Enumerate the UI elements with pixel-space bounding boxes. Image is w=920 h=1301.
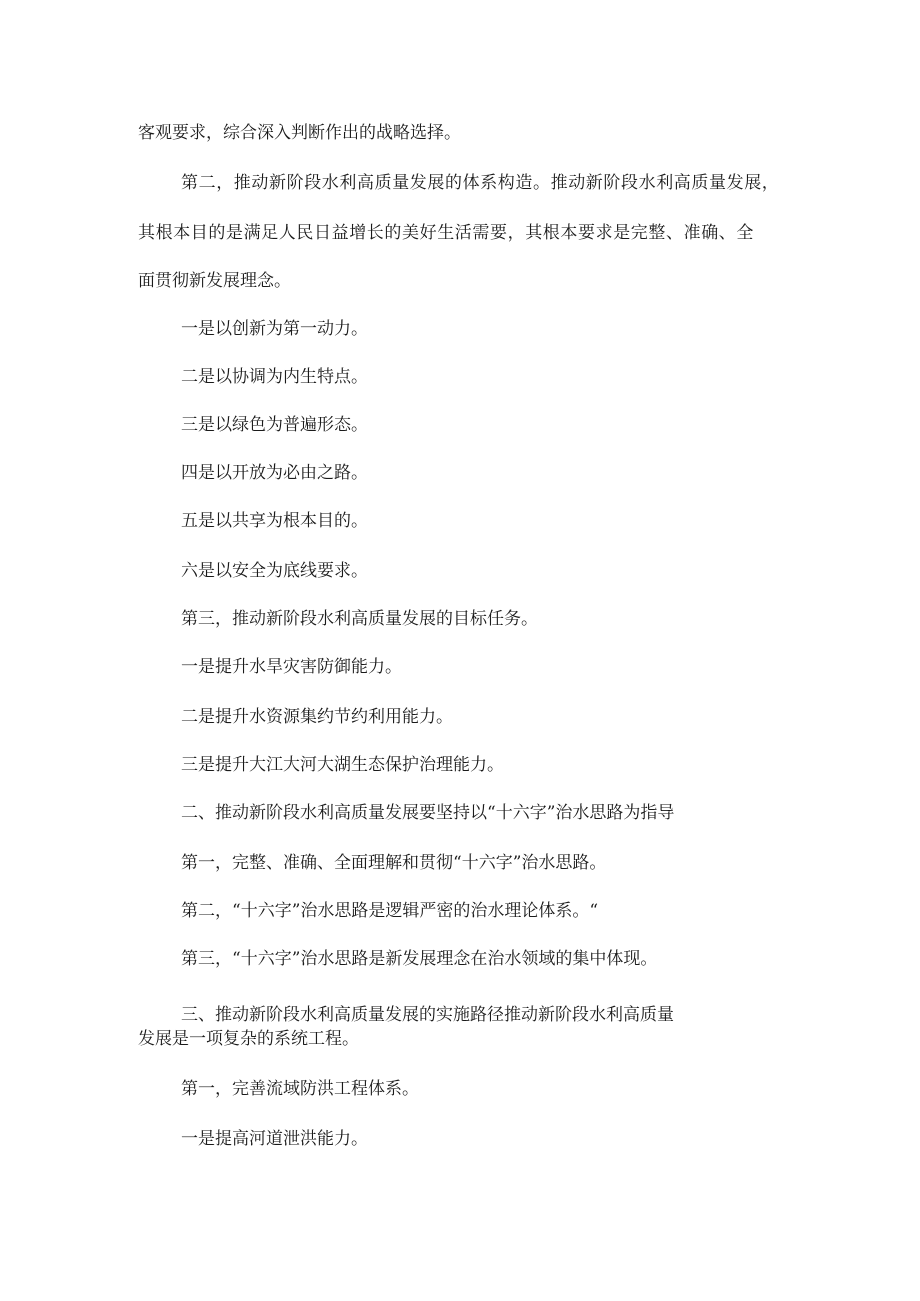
text-line: 二、推动新阶段水利高质量发展要坚持以“十六字”治水思路为指导 <box>181 803 675 823</box>
text-line: 一是提升水旱灾害防御能力。 <box>181 657 402 677</box>
text-line: 面贯彻新发展理念。 <box>138 271 291 291</box>
text-line: 四是以开放为必由之路。 <box>181 463 368 483</box>
text-line: 客观要求，综合深入判断作出的战略选择。 <box>138 123 461 143</box>
text-line: 第二，“十六字”治水思路是逻辑严密的治水理论体系。“ <box>181 901 599 921</box>
text-line: 其根本目的是满足人民日益增长的美好生活需要，其根本要求是完整、准确、全 <box>138 223 754 243</box>
text-line: 一是以创新为第一动力。 <box>181 319 368 339</box>
text-line: 三是以绿色为普遍形态。 <box>181 415 368 435</box>
text-line: 二是以协调为内生特点。 <box>181 367 368 387</box>
text-line: 第三，推动新阶段水利高质量发展的目标任务。 <box>181 609 538 629</box>
text-line: 发展是一项复杂的系统工程。 <box>138 1029 359 1049</box>
text-line: 二是提升水资源集约节约利用能力。 <box>181 707 453 727</box>
text-line: 第一，完善流域防洪工程体系。 <box>181 1079 419 1099</box>
text-line: 三、推动新阶段水利高质量发展的实施路径推动新阶段水利高质量 <box>181 1005 674 1025</box>
text-line: 三是提升大江大河大湖生态保护治理能力。 <box>181 755 504 775</box>
text-line: 第二，推动新阶段水利高质量发展的体系构造。推动新阶段水利高质量发展， <box>181 173 780 193</box>
text-line: 第一，完整、准确、全面理解和贯彻“十六字”治水思路。 <box>181 853 607 873</box>
text-line: 五是以共享为根本目的。 <box>181 511 368 531</box>
text-line: 一是提高河道泄洪能力。 <box>181 1129 368 1149</box>
text-line: 第三，“十六字”治水思路是新发展理念在治水领域的集中体现。 <box>181 949 658 969</box>
text-line: 六是以安全为底线要求。 <box>181 561 368 581</box>
